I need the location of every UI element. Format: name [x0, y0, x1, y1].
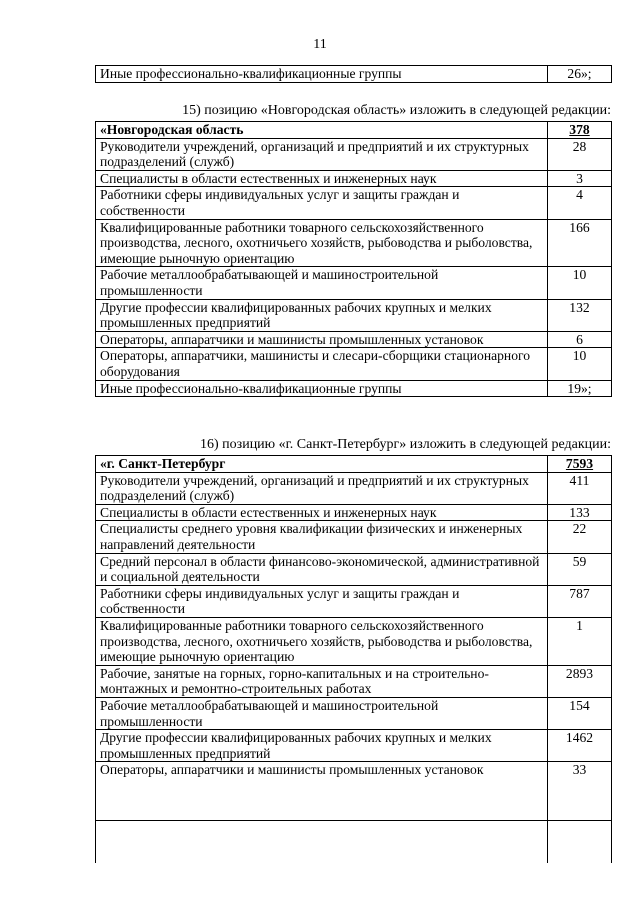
row-name: Другие профессии квалифицированных рабочих крупных и мелких промышленных предприятий [96, 299, 548, 331]
table-row [96, 348, 612, 380]
row-name: Рабочие металлообрабатывающей и машиностроительной промышленности [96, 267, 548, 299]
table-row [96, 521, 612, 553]
row-name: Операторы, аппаратчики, машинисты и слесари-сборщики стационарного оборудования [96, 348, 548, 380]
row-value: 19»; [548, 380, 612, 397]
table-header-row [96, 456, 612, 473]
page-number: 11 [313, 37, 327, 52]
row-name: Квалифицированные работники товарного сельскохозяйственного производства, лесного, охотничьего хозяйств, рыбоводства и рыболовства, имеющие рыночную ориентацию [96, 617, 548, 665]
table-row [96, 187, 612, 219]
region-total: 7593 [548, 456, 612, 473]
row-value: 132 [548, 299, 612, 331]
row-name: Иные профессионально-квалификационные группы [96, 380, 548, 397]
row-name: Иные профессионально-квалификационные группы [96, 66, 548, 83]
row-value: 28 [548, 138, 612, 170]
row-value: 10 [548, 267, 612, 299]
region-name: «Новгородская область [96, 122, 548, 139]
table-row [96, 219, 612, 267]
row-name: Специалисты в области естественных и инженерных наук [96, 170, 548, 187]
row-value: 787 [548, 585, 612, 617]
table-row [96, 697, 612, 729]
row-name: Специалисты в области естественных и инженерных наук [96, 504, 548, 521]
table-row [96, 138, 612, 170]
table-row [96, 504, 612, 521]
table-row [96, 299, 612, 331]
row-name: Рабочие металлообрабатывающей и машиностроительной промышленности [96, 697, 548, 729]
row-name: Квалифицированные работники товарного сельскохозяйственного производства, лесного, охотничьего хозяйств, рыбоводства и рыболовства, имеющие рыночную ориентацию [96, 219, 548, 267]
table-row [96, 553, 612, 585]
novgorod-table [95, 121, 612, 397]
row-value: 10 [548, 348, 612, 380]
table-row [96, 267, 612, 299]
table-row [96, 730, 612, 762]
row-value: 1 [548, 617, 612, 665]
region-total: 378 [548, 122, 612, 139]
row-name: Специалисты среднего уровня квалификации физических и инженерных направлений деятельности [96, 521, 548, 553]
row-value: 411 [548, 472, 612, 504]
row-name: Средний персонал в области финансово-экономической, административной и социальной деятельности [96, 553, 548, 585]
table-row [96, 331, 612, 348]
row-name: Другие профессии квалифицированных рабочих крупных и мелких промышленных предприятий [96, 730, 548, 762]
table-header-row [96, 122, 612, 139]
section-16-heading: 16) позицию «г. Санкт-Петербург» изложить в следующей редакции: [200, 437, 611, 452]
table-bottom-border [95, 820, 612, 821]
table-row [96, 170, 612, 187]
table-row [96, 665, 612, 697]
table-row [96, 585, 612, 617]
table-row [96, 380, 612, 397]
row-name: Рабочие, занятые на горных, горно-капитальных и на строительно-монтажных и ремонтно-строительных работах [96, 665, 548, 697]
row-value: 6 [548, 331, 612, 348]
row-value: 3 [548, 170, 612, 187]
row-value: 33 [548, 762, 612, 863]
table-row [96, 472, 612, 504]
row-name: Руководители учреждений, организаций и предприятий и их структурных подразделений (служб) [96, 472, 548, 504]
row-value: 26»; [548, 66, 612, 83]
row-name: Операторы, аппаратчики и машинисты промышленных установок [96, 762, 548, 863]
row-value: 133 [548, 504, 612, 521]
row-name: Работники сферы индивидуальных услуг и защиты граждан и собственности [96, 585, 548, 617]
region-name: «г. Санкт-Петербург [96, 456, 548, 473]
row-value: 1462 [548, 730, 612, 762]
row-value: 4 [548, 187, 612, 219]
row-value: 22 [548, 521, 612, 553]
table-row [96, 762, 612, 863]
row-value: 154 [548, 697, 612, 729]
section-15-heading: 15) позицию «Новгородская область» изложить в следующей редакции: [182, 103, 611, 118]
spb-table [95, 455, 612, 863]
row-value: 166 [548, 219, 612, 267]
row-name: Операторы, аппаратчики и машинисты промышленных установок [96, 331, 548, 348]
row-value: 59 [548, 553, 612, 585]
table-row [96, 66, 612, 83]
row-name: Руководители учреждений, организаций и предприятий и их структурных подразделений (служб) [96, 138, 548, 170]
row-name: Работники сферы индивидуальных услуг и защиты граждан и собственности [96, 187, 548, 219]
carry-over-table [95, 65, 612, 83]
row-value: 2893 [548, 665, 612, 697]
table-row [96, 617, 612, 665]
